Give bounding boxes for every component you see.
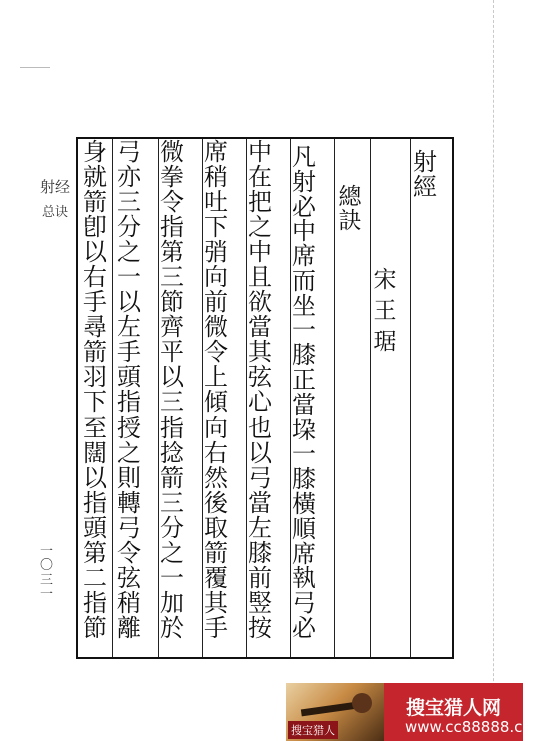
text-column: 身 就 箭 卽 以 右 手 尋 箭 羽 下 至 闊 以 指 頭 第 二 指 節 (83, 138, 107, 642)
margin-running-head (40, 178, 70, 221)
text-column: 弓 亦 三 分 之 一 以 左 手 頭 指 授 之 則 轉 弓 令 弦 稍 離 (117, 138, 141, 642)
margin-section-name: 总诀 (42, 204, 69, 220)
column-rule (370, 139, 371, 657)
text-column: 凡 射 必 中 席 而 坐 一 膝 正 當 垜 一 膝 橫 順 席 執 弓 必 (292, 143, 316, 642)
scan-corner-mark (20, 57, 50, 68)
watermark-banner (286, 683, 546, 741)
section-heading: 總 訣 (338, 184, 362, 235)
text-column: 微 拳 令 指 第 三 節 齊 平 以 三 指 捻 箭 三 分 之 一 加 於 (160, 138, 184, 642)
watermark-url: www.cc88888.com (405, 718, 546, 736)
column-rule (410, 139, 411, 657)
text-column: 席 稍 吐 下 弰 向 前 微 令 上 傾 向 右 然 後 取 箭 覆 其 手 (204, 138, 228, 642)
book-author: 宋 王 琚 (373, 267, 397, 356)
page-fold-line (493, 0, 494, 741)
text-column: 中 在 把 之 中 且 欲 當 其 弦 心 也 以 弓 當 左 膝 前 竪 按 (248, 138, 272, 642)
book-title: 射 經 (413, 148, 437, 202)
hunter-logo (286, 683, 384, 741)
hunter-icon (352, 693, 372, 713)
margin-page-number: 一 〇 三 一 (40, 544, 54, 602)
margin-book-name: 射经 (40, 178, 71, 196)
watermark-tag: 搜宝猎人 (288, 721, 338, 739)
watermark-brand: 搜宝猎人网 (406, 697, 502, 719)
